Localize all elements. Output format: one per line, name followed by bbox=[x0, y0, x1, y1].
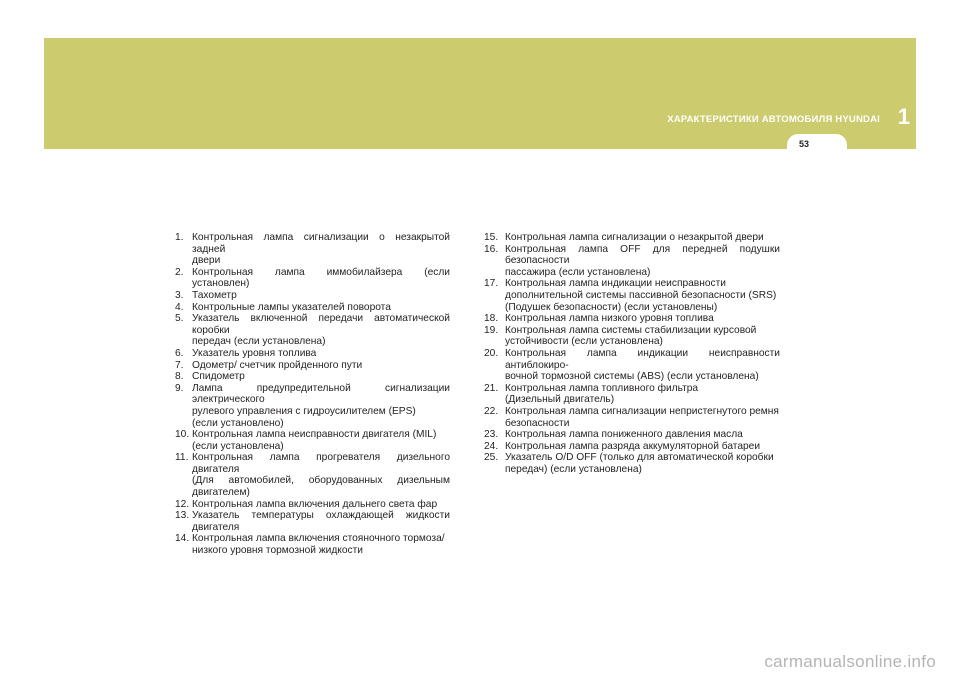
legend-item-text: Контрольная лампа неисправности двигателя (MIL) (если установлена) bbox=[192, 429, 437, 452]
legend-item-text: Контрольная лампа низкого уровня топлива bbox=[505, 313, 714, 325]
legend-item bbox=[484, 429, 780, 441]
legend-item bbox=[175, 371, 450, 383]
legend-item bbox=[175, 452, 450, 498]
legend-item-text: Контрольная лампа разряда аккумуляторной батареи bbox=[505, 440, 761, 452]
chapter-number: 1 bbox=[897, 104, 910, 129]
legend-item bbox=[484, 452, 780, 475]
legend-item-text: Указатель уровня топлива bbox=[192, 347, 317, 359]
legend-item-text: Контрольные лампы указателей поворота bbox=[192, 301, 391, 313]
legend-item-number: 1. bbox=[175, 232, 184, 243]
legend-item-text: Указатель включенной передачи автоматической коробки передач (если установлена) bbox=[192, 313, 450, 348]
legend-item bbox=[175, 348, 450, 360]
legend-item-text: Контрольная лампа сигнализации непристегнутого ремня безопасности bbox=[505, 405, 779, 429]
legend-item-number: 21. bbox=[484, 382, 499, 394]
legend-item bbox=[484, 383, 780, 406]
legend-item-number: 7. bbox=[175, 359, 184, 371]
page-number: 53 bbox=[798, 139, 809, 149]
legend-item bbox=[175, 313, 450, 348]
legend-item bbox=[175, 290, 450, 302]
legend-item-number: 22. bbox=[484, 405, 499, 417]
legend-item-number: 13. bbox=[175, 510, 190, 522]
legend-item-number: 19. bbox=[484, 324, 499, 336]
legend-item bbox=[175, 267, 450, 290]
legend-item-text: Спидометр bbox=[192, 371, 245, 383]
legend-item bbox=[175, 533, 450, 556]
legend-item bbox=[175, 510, 450, 533]
legend-item-number: 9. bbox=[175, 382, 184, 394]
legend-item bbox=[484, 278, 780, 313]
legend-item-text: Контрольная лампа топливного фильтра (Дизельный двигатель) bbox=[505, 382, 699, 406]
legend-item-text: Контрольная лампа OFF для передней подушки безопасности пассажира (если установлена) bbox=[505, 243, 780, 278]
legend-item-number: 20. bbox=[484, 347, 499, 359]
legend-item bbox=[484, 313, 780, 325]
left-column bbox=[175, 232, 450, 557]
legend-item-number: 15. bbox=[484, 232, 499, 243]
legend-item-text: Тахометр bbox=[192, 289, 237, 301]
chapter-header-band bbox=[44, 38, 916, 149]
legend-item bbox=[175, 360, 450, 372]
legend-item-text: Контрольная лампа включения дальнего света фар bbox=[192, 498, 438, 510]
legend-item-text: Контрольная лампа включения стояночного тормоза/ низкого уровня тормозной жидкости bbox=[192, 533, 445, 557]
legend-item bbox=[484, 325, 780, 348]
legend-item-number: 23. bbox=[484, 429, 499, 441]
legend-item bbox=[175, 302, 450, 314]
legend-item-number: 8. bbox=[175, 371, 184, 383]
legend-item-text: Лампа предупредительной сигнализации электрического рулевого управления с гидроусилителем (EPS) (если установлено) bbox=[192, 382, 450, 429]
legend-item-text: Контрольная лампа индикации неисправности антиблокиро- вочной тормозной системы (ABS) (если установлена) bbox=[505, 347, 780, 383]
legend-item-number: 11. bbox=[175, 452, 189, 464]
legend-item-text: Контрольная лампа сигнализации о незакрытой задней двери bbox=[192, 232, 450, 267]
legend-item-text: Контрольная лампа прогревателя дизельного двигателя (Для автомобилей, оборудованных дизельным двигателем) bbox=[192, 452, 450, 499]
legend-item-number: 18. bbox=[484, 313, 499, 325]
legend-item-number: 5. bbox=[175, 313, 184, 325]
legend-item-number: 4. bbox=[175, 301, 184, 313]
legend-item-text: Одометр/ счетчик пройденного пути bbox=[192, 359, 363, 371]
legend-item-text: Указатель O/D OFF (только для автоматической коробки передач) (если установлена) bbox=[505, 452, 774, 475]
legend-item-number: 24. bbox=[484, 440, 499, 452]
legend-list-left bbox=[175, 232, 450, 557]
legend-item-number: 12. bbox=[175, 498, 190, 510]
chapter-title: ХАРАКТЕРИСТИКИ АВТОМОБИЛЯ HYUNDAI bbox=[667, 114, 880, 125]
legend-item-text: Контрольная лампа пониженного давления масла bbox=[505, 429, 743, 441]
legend-item-number: 6. bbox=[175, 347, 184, 359]
legend-item bbox=[175, 429, 450, 452]
legend-item-number: 2. bbox=[175, 266, 184, 278]
legend-item-number: 10. bbox=[175, 429, 190, 441]
legend-item-number: 17. bbox=[484, 278, 499, 290]
watermark: carmanualsonline.info bbox=[764, 652, 936, 671]
right-column bbox=[484, 232, 780, 475]
legend-item-number: 3. bbox=[175, 289, 184, 301]
legend-item bbox=[484, 244, 780, 279]
legend-item bbox=[175, 232, 450, 267]
legend-item-text: Указатель температуры охлаждающей жидкости двигателя bbox=[192, 510, 450, 533]
legend-list-right bbox=[484, 232, 780, 475]
legend-item-number: 25. bbox=[484, 452, 499, 464]
legend-item bbox=[484, 232, 780, 244]
legend-item-text: Контрольная лампа иммобилайзера (если установлен) bbox=[192, 266, 450, 290]
legend-item-number: 16. bbox=[484, 243, 499, 255]
legend-item-number: 14. bbox=[175, 533, 190, 545]
legend-item bbox=[175, 499, 450, 511]
legend-item-text: Контрольная лампа индикации неисправности дополнительной системы пассивной безопасности (SRS) (Подушек безопасности) (если установлены) bbox=[505, 278, 777, 313]
legend-item bbox=[484, 348, 780, 383]
legend-item-text: Контрольная лампа сигнализации о незакрытой двери bbox=[505, 232, 764, 243]
legend-item bbox=[484, 406, 780, 429]
legend-item bbox=[484, 441, 780, 453]
legend-item bbox=[175, 383, 450, 429]
legend-item-text: Контрольная лампа системы стабилизации курсовой устойчивости (если установлена) bbox=[505, 324, 757, 348]
